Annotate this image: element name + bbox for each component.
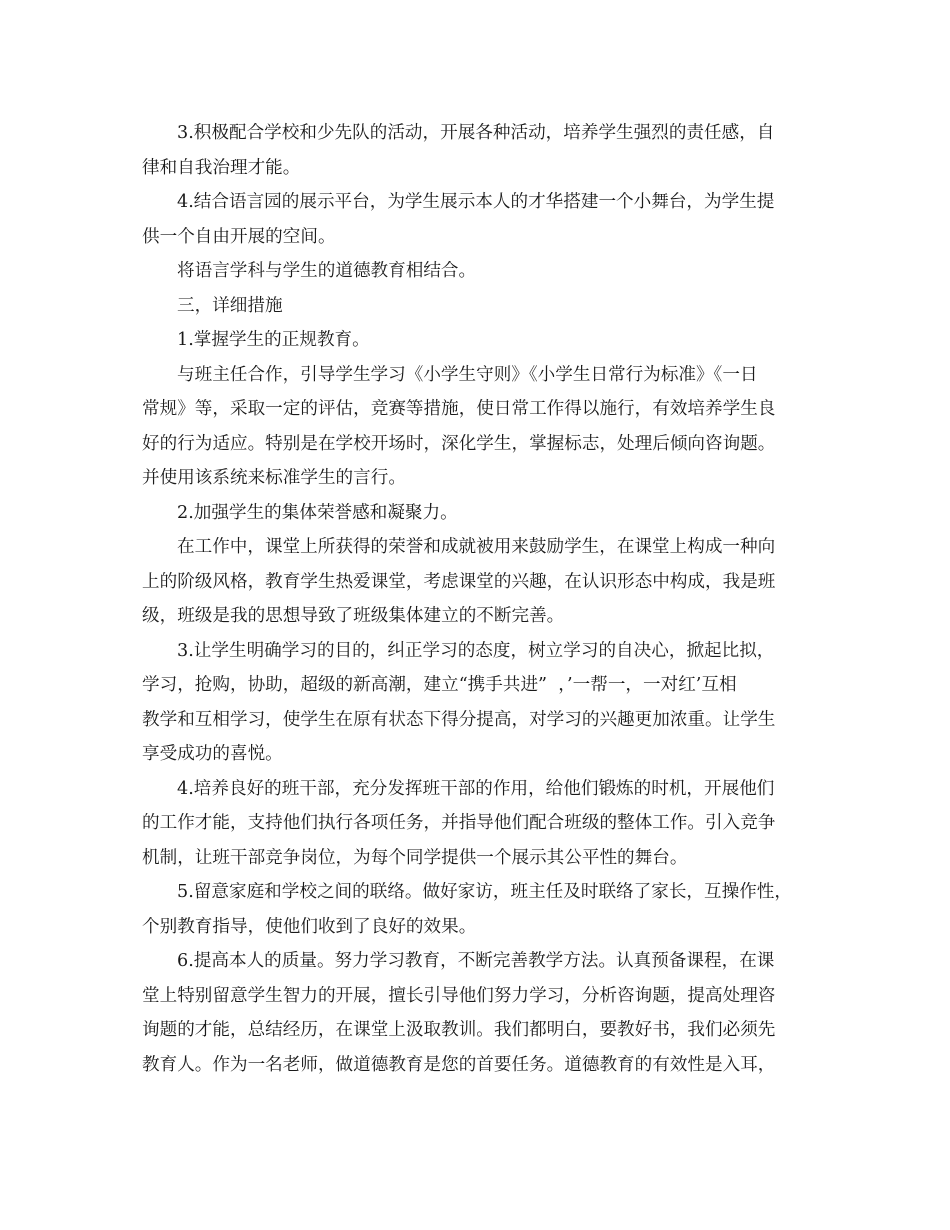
paragraph	[142, 289, 814, 324]
text-line: 教育人。作为一名老师，做道德教育是您的首要任务。道德教育的有效性是入耳，	[142, 1054, 776, 1075]
paragraph	[142, 116, 814, 185]
text-line: 在工作中，课堂上所获得的荣誉和成就被用来鼓励学生，在课堂上构成一种向	[177, 537, 776, 557]
document-page	[142, 116, 814, 1082]
text-line: 级，班级是我的思想导致了班级集体建立的不断完善。	[142, 606, 565, 626]
paragraph	[142, 772, 814, 876]
text-line: 学习，抢购，协助，超级的新高潮，建立“携手共进” ，’一帮一，一对红’互相	[142, 675, 737, 695]
text-line: 4.培养良好的班干部，充分发挥班干部的作用，给他们锻炼的时机，开展他们	[177, 778, 775, 799]
paragraph	[142, 496, 814, 531]
text-line: 享受成功的喜悦。	[142, 744, 283, 764]
paragraph	[142, 634, 814, 772]
text-line: 常规》等，采取一定的评估，竞赛等措施，使日常工作得以施行，有效培养学生良	[142, 399, 776, 419]
text-line: 与班主任合作，引导学生学习《小学生守则》《小学生日常行为标准》《一日	[177, 364, 758, 385]
text-line: 好的行为适应。特别是在学校开场时，深化学生，掌握标志，处理后倾向咨询题。	[142, 433, 776, 454]
text-line: 机制，让班干部竞争岗位，为每个同学提供一个展示其公平性的舞台。	[142, 847, 688, 868]
text-line: 2.加强学生的集体荣誉感和凝聚力。	[177, 502, 458, 523]
paragraph	[142, 323, 814, 358]
text-line: 律和自我治理才能。	[142, 157, 301, 178]
text-line: 6.提高本人的质量。努力学习教育，不断完善教学方法。认真预备课程，在课	[177, 951, 775, 971]
text-line: 5.留意家庭和学校之间的联络。做好家访，班主任及时联络了家长，互操作性，	[177, 882, 792, 902]
text-line: 1.掌握学生的正规教育。	[177, 330, 370, 350]
paragraph	[142, 254, 814, 289]
text-line: 供一个自由开展的空间。	[142, 226, 336, 247]
text-line: 教学和互相学习，使学生在原有状态下得分提高，对学习的兴趣更加浓重。让学生	[142, 709, 776, 730]
paragraph	[142, 875, 814, 944]
paragraph	[142, 944, 814, 1082]
text-line: 3.积极配合学校和少先队的活动，开展各种活动，培养学生强烈的责任感，自	[177, 123, 775, 143]
text-line: 将语言学科与学生的道德教育相结合。	[177, 261, 477, 281]
text-line: 堂上特别留意学生智力的开展，擅长引导他们努力学习，分析咨询题，提高处理咨	[142, 985, 776, 1006]
text-line: 3.让学生明确学习的目的，纠正学习的态度，树立学习的自决心，掀起比拟，	[177, 640, 775, 661]
text-line: 的工作才能，支持他们执行各项任务，并指导他们配合班级的整体工作。引入竞争	[142, 813, 776, 833]
paragraph	[142, 530, 814, 634]
text-line: 4.结合语言园的展示平台，为学生展示本人的才华搭建一个小舞台，为学生提	[177, 192, 775, 212]
text-line: 询题的才能，总结经历，在课堂上汲取教训。我们都明白，要教好书，我们必须先	[142, 1020, 776, 1040]
paragraph	[142, 185, 814, 254]
text-line: 并使用该系统来标准学生的言行。	[142, 468, 406, 488]
text-line: 个别教育指导，使他们收到了良好的效果。	[142, 916, 477, 937]
text-line: 上的阶级风格，教育学生热爱课堂，考虑课堂的兴趣，在认识形态中构成，我是班	[142, 571, 776, 592]
text-line: 三，详细措施	[177, 295, 283, 316]
paragraph	[142, 358, 814, 496]
